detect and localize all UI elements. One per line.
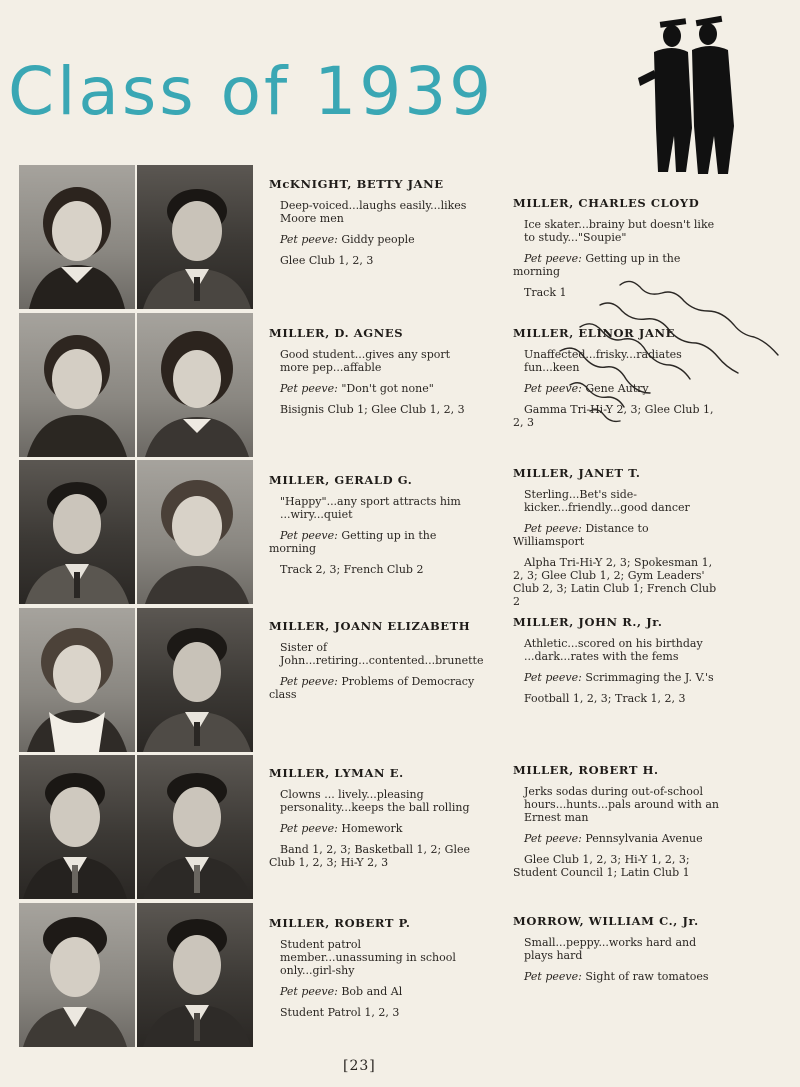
handwritten-signature: [550, 265, 800, 445]
portrait-photo: [137, 165, 253, 309]
portrait-photo: [137, 903, 253, 1047]
student-name: MILLER, ROBERT H.: [513, 763, 659, 777]
student-description: Sterling...Bet's side-kicker...friendly...good dancer: [524, 488, 690, 514]
student-activities: Alpha Tri-Hi-Y 2, 3; Spokesman 1, 2, 3; Glee Club 1, 2; Gym Leaders' Club 2, 3; Latin Club 1; French Club 2: [513, 556, 717, 608]
student-description: Jerks sodas during out-of-school hours...hunts...pals around with an Ernest man: [524, 785, 719, 824]
portrait-photo: [137, 460, 253, 604]
portrait-photo: [137, 755, 253, 899]
pet-peeve: Pet peeve: Problems of Democracy class: [269, 675, 475, 701]
student-entry: [269, 767, 479, 877]
pet-peeve: Pet peeve: Scrimmaging the J. V.'s: [524, 671, 714, 684]
student-entry: [513, 467, 723, 616]
student-name: MILLER, ROBERT P.: [269, 916, 411, 930]
pet-peeve: Pet peeve: Gene Autry: [524, 382, 649, 395]
student-entry: [269, 917, 479, 1027]
student-name: MILLER, CHARLES CLOYD: [513, 196, 700, 210]
portrait-photo: [19, 165, 135, 309]
pet-peeve: Pet peeve: Distance to Williamsport: [513, 522, 649, 548]
student-activities: Student Patrol 1, 2, 3: [280, 1006, 400, 1019]
student-entry: [513, 616, 723, 713]
student-entry: [269, 474, 479, 584]
student-description: Clowns ... lively...pleasing personality...keeps the ball rolling: [280, 788, 470, 814]
student-activities: Football 1, 2, 3; Track 1, 2, 3: [524, 692, 686, 705]
student-name: MILLER, JANET T.: [513, 466, 641, 480]
student-entry: [269, 327, 479, 424]
student-name: McKNIGHT, BETTY JANE: [269, 177, 444, 191]
page-title: Class of 1939: [8, 53, 495, 130]
pet-peeve: Pet peeve: "Don't got none": [280, 382, 434, 395]
student-activities: Glee Club 1, 2, 3; Hi-Y 1, 2, 3; Student Council 1; Latin Club 1: [513, 853, 690, 879]
student-entry: [513, 915, 723, 991]
student-description: Good student...gives any sport more pep...affable: [280, 348, 451, 374]
student-description: Student patrol member...unassuming in school only...girl-shy: [280, 938, 456, 977]
student-name: MORROW, WILLIAM C., Jr.: [513, 914, 699, 928]
student-description: "Happy"...any sport attracts him ...wiry...quiet: [280, 495, 461, 521]
student-name: MILLER, ELINOR JANE: [513, 326, 675, 340]
pet-peeve: Pet peeve: Giddy people: [280, 233, 415, 246]
pet-peeve: Pet peeve: Getting up in the morning: [269, 529, 437, 555]
student-description: Sister of John...retiring...contented...brunette: [280, 641, 484, 667]
student-description: Deep-voiced...laughs easily...likes Moore men: [280, 199, 467, 225]
student-activities: Track 1: [524, 286, 567, 299]
student-description: Unaffected...frisky...radiates fun...keen: [524, 348, 682, 374]
student-name: MILLER, LYMAN E.: [269, 766, 404, 780]
graduates-silhouette-image: [636, 8, 746, 178]
student-name: MILLER, JOANN ELIZABETH: [269, 619, 471, 633]
student-description: Athletic...scored on his birthday ...dark...rates with the fems: [524, 637, 703, 663]
portrait-photo: [137, 608, 253, 752]
pet-peeve: Pet peeve: Homework: [280, 822, 403, 835]
portrait-photo: [19, 460, 135, 604]
portrait-photo: [19, 903, 135, 1047]
student-activities: Track 2, 3; French Club 2: [280, 563, 424, 576]
student-entry: [513, 764, 723, 887]
student-name: MILLER, JOHN R., Jr.: [513, 615, 663, 629]
portrait-photo: [137, 313, 253, 457]
portrait-photo: [19, 755, 135, 899]
student-name: MILLER, GERALD G.: [269, 473, 413, 487]
student-description: Ice skater...brainy but doesn't like to study..."Soupie": [524, 218, 715, 244]
student-activities: Gamma Tri-Hi-Y 2, 3; Glee Club 1, 2, 3: [513, 403, 714, 429]
student-description: Small...peppy...works hard and plays hard: [524, 936, 697, 962]
page-number: [23]: [343, 1058, 376, 1074]
portrait-photo: [19, 608, 135, 752]
portrait-photo: [19, 313, 135, 457]
student-activities: Band 1, 2, 3; Basketball 1, 2; Glee Club 1, 2, 3; Hi-Y 2, 3: [269, 843, 470, 869]
student-entry: [269, 619, 484, 709]
pet-peeve: Pet peeve: Sight of raw tomatoes: [524, 970, 709, 983]
student-activities: Bisignis Club 1; Glee Club 1, 2, 3: [280, 403, 465, 416]
pet-peeve: Pet peeve: Pennsylvania Avenue: [524, 832, 703, 845]
student-activities: Glee Club 1, 2, 3: [280, 254, 374, 267]
student-name: MILLER, D. AGNES: [269, 326, 404, 340]
pet-peeve: Pet peeve: Getting up in the morning: [513, 252, 681, 278]
student-entry: [269, 178, 479, 275]
pet-peeve: Pet peeve: Bob and Al: [280, 985, 403, 998]
